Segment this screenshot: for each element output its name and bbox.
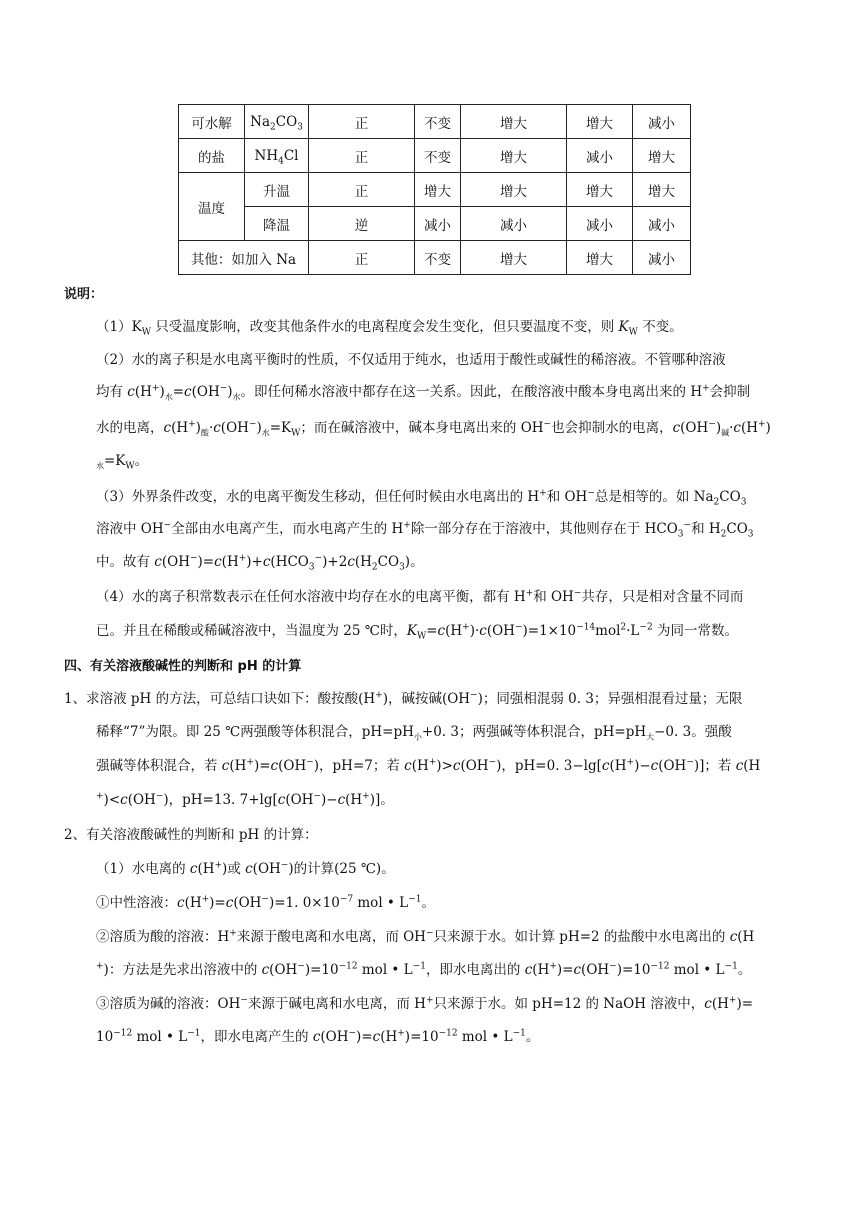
- table-row: [179, 241, 691, 275]
- note-2-line-4: $_水=K_W$。: [96, 453, 149, 472]
- para-1-line-3: 强碱等体积混合，若 c(H+)=c(OH−)，pH=7；若 c(H+)>c(OH−)，pH=0. 3−lg[c(H+)−c(OH−)]；若 c(H: [96, 757, 761, 774]
- table-cell: 正: [309, 241, 415, 275]
- table-cell: 的盐: [179, 139, 245, 173]
- table-cell: 正: [309, 105, 415, 139]
- section-heading: 四、有关溶液酸碱性的判断和 pH 的计算: [64, 659, 302, 674]
- table-cell: 增大: [633, 139, 691, 173]
- note-3-line-2: 溶液中 OH−全部由水电离产生，而水电离产生的 H+除一部分存在于溶液中，其他则存在于 $HCO_3^-$和 $H_2CO_3$: [96, 520, 754, 540]
- table-cell: 可水解: [179, 105, 245, 139]
- table-cell: $NH_4Cl$: [245, 139, 309, 173]
- table-cell: 减小: [461, 207, 567, 241]
- table-cell: 增大: [461, 173, 567, 207]
- table-cell: 不变: [415, 105, 461, 139]
- table-cell: 增大: [415, 173, 461, 207]
- note-4-line-1: （4）水的离子积常数表示在任何水溶液中均存在水的电离平衡，都有 H+和 OH−共存，只是相对含量不同而: [96, 588, 744, 605]
- para-2-b-line-1: ②溶质为酸的溶液：H+来源于酸电离和水电离，而 OH−只来源于水。如计算 pH=2 的盐酸中水电离出的 c(H: [96, 928, 755, 945]
- table-cell: 逆: [309, 207, 415, 241]
- table-cell: 增大: [567, 241, 633, 275]
- table-cell: 其他：如加入 Na: [179, 241, 309, 275]
- table-cell: 增大: [567, 105, 633, 139]
- table-cell: 减小: [415, 207, 461, 241]
- table-row: [179, 139, 691, 173]
- effects-table: [178, 104, 691, 275]
- note-3-line-3: 中。故有 $c(OH^-)=c(H^+)+c(HCO_3^-)+2c(H_2CO_3)$。: [96, 553, 424, 573]
- notes-heading: 说明：: [64, 287, 104, 302]
- table-cell: 增大: [461, 241, 567, 275]
- table-row: [179, 207, 691, 241]
- note-2-line-3: 水的电离，$c(H^+)_酸\cdot c(OH^-)_水=K_W$；而在碱溶液中，碱本身电离出来的 OH−也会抑制水的电离，$c(OH^-)_碱\cdot c(H^+)$: [96, 419, 771, 439]
- para-2-b-line-2: +)：方法是先求出溶液中的 $c(OH^-)=10^{-12}$ mol • $L^{-1}$，即水电离出的 $c(H^+)=c(OH^-)=10^{-12}$ mol • $L^{-1}$。: [96, 961, 752, 978]
- note-3-line-1: （3）外界条件改变，水的电离平衡发生移动，但任何时候由水电离出的 H+和 OH−总是相等的。如 $Na_2CO_3$: [96, 488, 747, 508]
- table-cell: 减小: [633, 207, 691, 241]
- table-cell: 增大: [461, 139, 567, 173]
- table-cell: 减小: [567, 139, 633, 173]
- table-cell: 减小: [633, 105, 691, 139]
- table-cell: 不变: [415, 139, 461, 173]
- para-1-line-2: 稀释“7”为限。即 25 ℃两强酸等体积混合，$pH=pH_小+0$. 3；两强碱等体积混合，$pH=pH_大-0$. 3。强酸: [96, 724, 732, 742]
- table-row: [179, 105, 691, 139]
- note-1: $(1)K_W$ 只受温度影响，改变其他条件水的电离程度会发生变化，但只要温度不变，则 $K_W$ 不变。: [96, 319, 683, 338]
- para-2-c-line-1: ③溶质为碱的溶液：OH−来源于碱电离和水电离，而 H+只来源于水。如 pH=12 的 NaOH 溶液中，c(H+)=: [96, 995, 754, 1012]
- table-cell: 正: [309, 139, 415, 173]
- table-row: [179, 173, 691, 207]
- table-cell: 增大: [567, 173, 633, 207]
- note-2-line-1: （2）水的离子积是水电离平衡时的性质，不仅适用于纯水，也适用于酸性或碱性的稀溶液。不管哪种溶液: [96, 352, 726, 368]
- para-1-line-1: 1、求溶液 pH 的方法，可总结口诀如下：酸按酸(H+)，碱按碱(OH−)；同强相混弱 0. 3；异强相混看过量；无限: [64, 690, 743, 707]
- table-cell: 降温: [245, 207, 309, 241]
- table-cell: 减小: [567, 207, 633, 241]
- table-cell: 减小: [633, 241, 691, 275]
- table-cell: 正: [309, 173, 415, 207]
- para-2: 2、有关溶液酸碱性的判断和 pH 的计算：: [64, 827, 318, 843]
- note-4-line-2: 已。并且在稀酸或稀碱溶液中，当温度为 25 ℃时，$K_W=c(H^+)\cdot c(OH^-)=1\times 10^{-14}mol^2\cdot L^{-2}$ 为同一常数。: [96, 622, 738, 642]
- table-cell: 升温: [245, 173, 309, 207]
- para-2-c-line-2: $10^{-12}$ mol • $L^{-1}$，即水电离产生的 $c(OH^-)=c(H^+)=10^{-12}$ mol • $L^{-1}$。: [96, 1028, 540, 1045]
- table-cell: 增大: [461, 105, 567, 139]
- para-2-1: （1）水电离的 c(H+)或 c(OH−)的计算(25 ℃)。: [96, 860, 395, 877]
- table-cell: $Na_2CO_3$: [245, 105, 309, 139]
- table-cell: 不变: [415, 241, 461, 275]
- para-1-line-4: +)<c(OH−)，pH=13. 7+lg[c(OH−)−c(H+)]。: [96, 791, 394, 808]
- table-cell: 增大: [633, 173, 691, 207]
- table-cell: 温度: [179, 173, 245, 241]
- note-2-line-2: 均有 $c(H^+)_水=c(OH^-)_水$。即任何稀水溶液中都存在这一关系。因此，在酸溶液中酸本身电离出来的 H+会抑制: [96, 383, 751, 402]
- para-2-a: ①中性溶液：c(H+)=c(OH−)=1. $0\times 10^{-7}$ mol • $L^{-1}$。: [96, 894, 435, 911]
